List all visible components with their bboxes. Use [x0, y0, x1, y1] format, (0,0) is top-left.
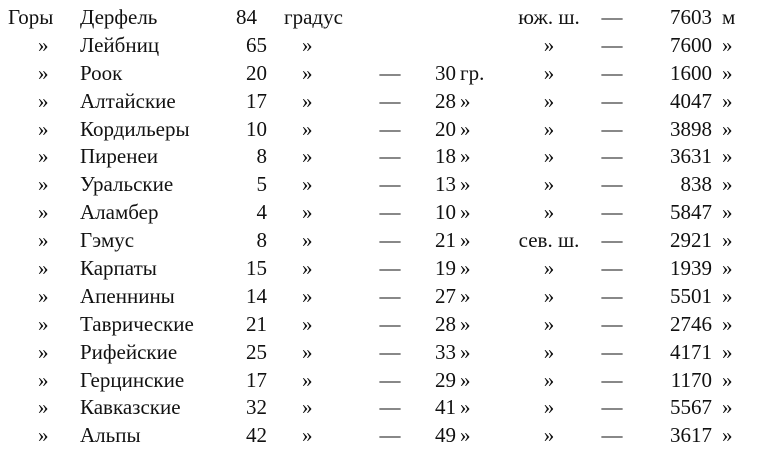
- row-lead: »: [38, 144, 49, 169]
- height-value: 1600: [670, 60, 712, 85]
- latitude-to-unit: »: [460, 395, 471, 420]
- latitude-unit: »: [302, 172, 313, 197]
- latitude-from: 8: [256, 144, 267, 169]
- row-lead: »: [38, 88, 49, 113]
- latitude-from: 17: [246, 88, 267, 113]
- dash: —: [601, 339, 623, 364]
- mountain-name: Альпы: [80, 423, 141, 448]
- height-value: 1170: [670, 367, 712, 392]
- table-row: [0, 422, 780, 450]
- latitude-from: 14: [246, 283, 267, 308]
- latitude-from: 25: [246, 339, 267, 364]
- hemisphere: »: [543, 283, 555, 308]
- latitude-unit: »: [302, 60, 313, 85]
- table-row: [0, 88, 780, 116]
- latitude-to-unit: »: [460, 311, 471, 336]
- dash: —: [601, 5, 623, 29]
- dash: —: [379, 395, 401, 420]
- latitude-to-unit: »: [460, 200, 471, 225]
- hemisphere: »: [543, 423, 555, 448]
- height-value: 5501: [670, 283, 712, 308]
- latitude-to-unit: »: [460, 367, 471, 392]
- latitude-from: 4: [256, 200, 267, 225]
- mountain-name: Уральские: [80, 172, 174, 197]
- dash: —: [379, 311, 401, 336]
- height-value: 4171: [670, 339, 712, 364]
- latitude-to: 30: [435, 60, 456, 85]
- dash: —: [601, 60, 623, 85]
- height-unit: »: [722, 339, 733, 364]
- latitude-unit: »: [302, 88, 313, 113]
- row-lead: »: [38, 116, 49, 141]
- height-unit: м: [722, 5, 736, 29]
- table-row: [0, 227, 780, 255]
- latitude-from: 8: [256, 228, 267, 253]
- hemisphere: »: [543, 256, 555, 281]
- latitude-unit: »: [302, 311, 313, 336]
- latitude-to: 13: [435, 172, 456, 197]
- hemisphere: »: [543, 311, 555, 336]
- row-lead: »: [38, 339, 49, 364]
- height-unit: »: [722, 311, 733, 336]
- height-value: 4047: [670, 88, 712, 113]
- table-row: [0, 171, 780, 199]
- mountain-name: Роок: [80, 60, 123, 85]
- latitude-to: 28: [435, 311, 456, 336]
- mountain-name: Пиренеи: [80, 144, 159, 169]
- latitude-to: 33: [435, 339, 456, 364]
- height-value: 5567: [670, 395, 712, 420]
- latitude-from: 65: [246, 32, 267, 57]
- table-row: [0, 116, 780, 144]
- dash: —: [601, 32, 623, 57]
- dash: —: [379, 172, 401, 197]
- hemisphere: »: [543, 172, 555, 197]
- row-lead: Горы: [8, 5, 54, 29]
- row-lead: »: [38, 367, 49, 392]
- latitude-to: 28: [435, 88, 456, 113]
- latitude-unit: »: [302, 116, 313, 141]
- height-value: 7600: [670, 32, 712, 57]
- latitude-to-unit: »: [460, 144, 471, 169]
- hemisphere: »: [543, 88, 555, 113]
- row-lead: »: [38, 283, 49, 308]
- height-unit: »: [722, 423, 733, 448]
- latitude-to: 18: [435, 144, 456, 169]
- table-row: [0, 283, 780, 311]
- latitude-from: 5: [256, 172, 267, 197]
- mountain-name: Аламбер: [80, 200, 159, 225]
- height-unit: »: [722, 116, 733, 141]
- mountain-name: Гэмус: [80, 228, 135, 253]
- height-value: 2746: [670, 311, 712, 336]
- height-value: 838: [680, 172, 712, 197]
- hemisphere: сев. ш.: [518, 228, 580, 253]
- latitude-from: 42: [246, 423, 267, 448]
- dash: —: [379, 116, 401, 141]
- mountain-name: Кордильеры: [80, 116, 190, 141]
- latitude-unit: »: [302, 144, 313, 169]
- hemisphere: »: [543, 339, 555, 364]
- dash: —: [601, 172, 623, 197]
- height-value: 2921: [670, 228, 712, 253]
- latitude-unit: градус: [284, 5, 343, 29]
- row-lead: »: [38, 228, 49, 253]
- row-lead: »: [38, 256, 49, 281]
- height-unit: »: [722, 200, 733, 225]
- dash: —: [379, 256, 401, 281]
- table-row: [0, 367, 780, 395]
- latitude-to: 19: [435, 256, 456, 281]
- table-row: [0, 339, 780, 367]
- mountain-name: Дерфель: [80, 5, 158, 29]
- hemisphere: »: [543, 367, 555, 392]
- dash: —: [379, 60, 401, 85]
- latitude-from: 21: [246, 311, 267, 336]
- dash: —: [601, 88, 623, 113]
- table-row: [0, 32, 780, 60]
- row-lead: »: [38, 311, 49, 336]
- dash: —: [601, 144, 623, 169]
- dash: —: [601, 256, 623, 281]
- latitude-unit: »: [302, 228, 313, 253]
- dash: —: [601, 311, 623, 336]
- dash: —: [601, 228, 623, 253]
- table-row: [0, 60, 780, 88]
- latitude-to-unit: »: [460, 88, 471, 113]
- hemisphere: »: [543, 200, 555, 225]
- height-value: 3617: [670, 423, 712, 448]
- hemisphere: »: [543, 32, 555, 57]
- dash: —: [601, 116, 623, 141]
- mountain-name: Лейбниц: [80, 32, 160, 57]
- height-value: 7603: [670, 5, 712, 29]
- latitude-unit: »: [302, 283, 313, 308]
- dash: —: [379, 228, 401, 253]
- table-row: [0, 143, 780, 171]
- latitude-to: 49: [435, 423, 456, 448]
- hemisphere: »: [543, 116, 555, 141]
- height-value: 1939: [670, 256, 712, 281]
- dash: —: [379, 367, 401, 392]
- dash: —: [379, 200, 401, 225]
- table-row: [0, 394, 780, 422]
- latitude-from: 10: [246, 116, 267, 141]
- latitude-to: 10: [435, 200, 456, 225]
- dash: —: [379, 339, 401, 364]
- row-lead: »: [38, 395, 49, 420]
- height-unit: »: [722, 228, 733, 253]
- height-unit: »: [722, 283, 733, 308]
- latitude-to-unit: гр.: [460, 60, 485, 85]
- latitude-unit: »: [302, 367, 313, 392]
- mountain-name: Герцинские: [80, 367, 185, 392]
- dash: —: [379, 88, 401, 113]
- height-unit: »: [722, 88, 733, 113]
- dash: —: [379, 423, 401, 448]
- latitude-to-unit: »: [460, 116, 471, 141]
- height-unit: »: [722, 172, 733, 197]
- latitude-to-unit: »: [460, 283, 471, 308]
- height-value: 3631: [670, 144, 712, 169]
- latitude-to: 29: [435, 367, 456, 392]
- table-row: [0, 311, 780, 339]
- latitude-unit: »: [302, 339, 313, 364]
- dash: —: [601, 367, 623, 392]
- latitude-unit: »: [302, 256, 313, 281]
- latitude-unit: »: [302, 423, 313, 448]
- latitude-to: 21: [435, 228, 456, 253]
- table-row: [0, 199, 780, 227]
- mountain-name: Апеннины: [80, 283, 175, 308]
- dash: —: [601, 423, 623, 448]
- row-lead: »: [38, 172, 49, 197]
- latitude-to-unit: »: [460, 228, 471, 253]
- latitude-to: 20: [435, 116, 456, 141]
- latitude-to-unit: »: [460, 256, 471, 281]
- dash: —: [601, 200, 623, 225]
- latitude-from: 17: [246, 367, 267, 392]
- mountains-table: [0, 4, 780, 450]
- row-lead: »: [38, 200, 49, 225]
- latitude-from: 20: [246, 60, 267, 85]
- height-unit: »: [722, 395, 733, 420]
- hemisphere: »: [543, 395, 555, 420]
- height-unit: »: [722, 60, 733, 85]
- row-lead: »: [38, 423, 49, 448]
- mountain-name: Алтайские: [80, 88, 176, 113]
- latitude-to-unit: »: [460, 423, 471, 448]
- latitude-unit: »: [302, 32, 313, 57]
- mountain-name: Кавказские: [80, 395, 181, 420]
- row-lead: »: [38, 32, 49, 57]
- latitude-unit: »: [302, 395, 313, 420]
- latitude-from: 32: [246, 395, 267, 420]
- latitude-to: 27: [435, 283, 456, 308]
- row-lead: »: [38, 60, 49, 85]
- mountain-name: Рифейские: [80, 339, 178, 364]
- hemisphere: »: [543, 144, 555, 169]
- height-unit: »: [722, 367, 733, 392]
- mountain-name: Карпаты: [80, 256, 157, 281]
- latitude-from: 15: [246, 256, 267, 281]
- latitude-to: 41: [435, 395, 456, 420]
- height-value: 3898: [670, 116, 712, 141]
- dash: —: [379, 144, 401, 169]
- dash: —: [379, 283, 401, 308]
- hemisphere: юж. ш.: [518, 5, 580, 29]
- table-row: [0, 255, 780, 283]
- mountain-name: Таврические: [80, 311, 194, 336]
- height-unit: »: [722, 32, 733, 57]
- latitude-to-unit: »: [460, 339, 471, 364]
- height-unit: »: [722, 256, 733, 281]
- dash: —: [601, 283, 623, 308]
- height-value: 5847: [670, 200, 712, 225]
- hemisphere: »: [543, 60, 555, 85]
- latitude-from: 84: [236, 5, 257, 29]
- dash: —: [601, 395, 623, 420]
- height-unit: »: [722, 144, 733, 169]
- latitude-to-unit: »: [460, 172, 471, 197]
- latitude-unit: »: [302, 200, 313, 225]
- table-row: [0, 4, 780, 32]
